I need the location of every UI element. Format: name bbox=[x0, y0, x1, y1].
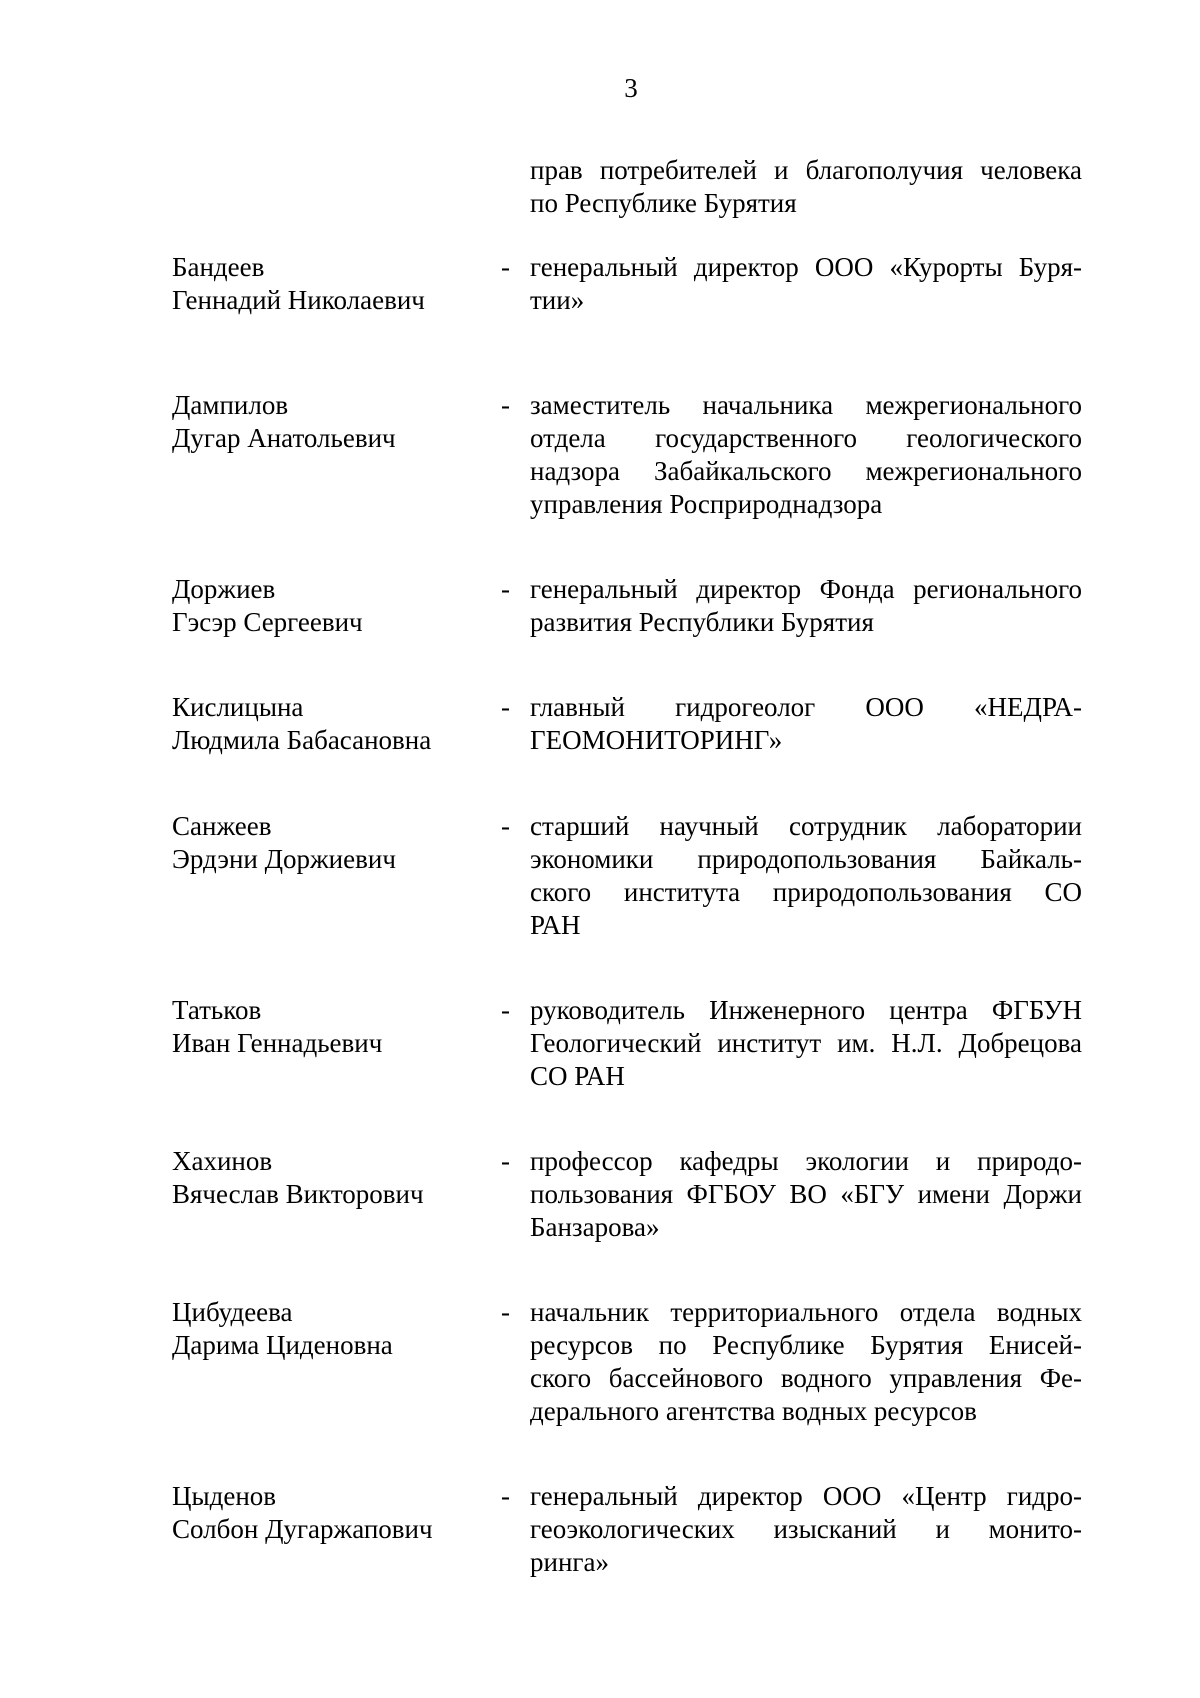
member-position bbox=[530, 1145, 1082, 1244]
position-line: ринга» bbox=[530, 1547, 609, 1577]
member-name bbox=[172, 1145, 472, 1211]
page-number: 3 bbox=[624, 73, 638, 103]
member-surname: Санжеев bbox=[172, 811, 272, 841]
member-name bbox=[172, 691, 472, 757]
member-surname: Дампилов bbox=[172, 390, 289, 420]
member-given-names: Вячеслав Викторович bbox=[172, 1179, 424, 1209]
position-line: заместитель начальника межрегионального bbox=[530, 390, 1082, 420]
continuation-line: по Республике Бурятия bbox=[530, 188, 797, 218]
position-line: геоэкологических изысканий и монито- bbox=[530, 1514, 1082, 1544]
member-given-names: Людмила Бабасановна bbox=[172, 725, 432, 755]
member-given-names: Иван Геннадьевич bbox=[172, 1028, 383, 1058]
position-line: руководитель Инженерного центра ФГБУН bbox=[530, 995, 1082, 1025]
dash: - bbox=[501, 1146, 510, 1176]
position-line: СО РАН bbox=[530, 1061, 625, 1091]
member-name bbox=[172, 389, 472, 455]
dash: - bbox=[501, 574, 510, 604]
position-line: старший научный сотрудник лаборатории bbox=[530, 811, 1082, 841]
member-name bbox=[172, 810, 472, 876]
position-line: отдела государственного геологического bbox=[530, 423, 1082, 453]
member-name bbox=[172, 1296, 472, 1362]
member-surname: Бандеев bbox=[172, 252, 265, 282]
position-line: ГЕОМОНИТОРИНГ» bbox=[530, 725, 783, 755]
member-surname: Цибудеева bbox=[172, 1297, 293, 1327]
member-position bbox=[530, 994, 1082, 1093]
dash: - bbox=[501, 252, 510, 282]
member-given-names: Солбон Дугаржапович bbox=[172, 1514, 433, 1544]
member-position bbox=[530, 1296, 1082, 1428]
member-surname: Доржиев bbox=[172, 574, 276, 604]
member-position bbox=[530, 691, 1082, 757]
position-line: дерального агентства водных ресурсов bbox=[530, 1396, 977, 1426]
position-line: ского института природопользования СО bbox=[530, 877, 1082, 907]
position-line: надзора Забайкальского межрегионального bbox=[530, 456, 1082, 486]
continuation-line: прав потребителей и благополучия человека bbox=[530, 155, 1082, 185]
member-given-names: Гэсэр Сергеевич bbox=[172, 607, 363, 637]
dash: - bbox=[501, 811, 510, 841]
position-line: профессор кафедры экологии и природо- bbox=[530, 1146, 1082, 1176]
member-name bbox=[172, 573, 472, 639]
continuation-text bbox=[530, 154, 1082, 220]
member-position bbox=[530, 389, 1082, 521]
member-given-names: Дугар Анатольевич bbox=[172, 423, 396, 453]
member-position bbox=[530, 1480, 1082, 1579]
member-surname: Хахинов bbox=[172, 1146, 273, 1176]
dash: - bbox=[501, 1481, 510, 1511]
dash: - bbox=[501, 1297, 510, 1327]
position-line: начальник территориального отдела водных bbox=[530, 1297, 1082, 1327]
position-line: главный гидрогеолог ООО «НЕДРА- bbox=[530, 692, 1082, 722]
position-line: развития Республики Бурятия bbox=[530, 607, 874, 637]
dash: - bbox=[501, 995, 510, 1025]
member-surname: Кислицына bbox=[172, 692, 304, 722]
member-name bbox=[172, 1480, 472, 1546]
member-surname: Татьков bbox=[172, 995, 262, 1025]
dash: - bbox=[501, 692, 510, 722]
member-position bbox=[530, 573, 1082, 639]
dash: - bbox=[501, 390, 510, 420]
position-line: пользования ФГБОУ ВО «БГУ имени Доржи bbox=[530, 1179, 1082, 1209]
position-line: РАН bbox=[530, 910, 581, 940]
position-line: ресурсов по Республике Бурятия Енисей- bbox=[530, 1330, 1082, 1360]
position-line: генеральный директор Фонда регионального bbox=[530, 574, 1082, 604]
member-given-names: Дарима Циденовна bbox=[172, 1330, 393, 1360]
position-line: тии» bbox=[530, 285, 585, 315]
position-line: управления Росприроднадзора bbox=[530, 489, 883, 519]
position-line: генеральный директор ООО «Курорты Буря- bbox=[530, 252, 1082, 282]
position-line: ского бассейнового водного управления Фе- bbox=[530, 1363, 1082, 1393]
position-line: Геологический институт им. Н.Л. Добрецова bbox=[530, 1028, 1082, 1058]
position-line: генеральный директор ООО «Центр гидро- bbox=[530, 1481, 1082, 1511]
member-position bbox=[530, 251, 1082, 317]
member-given-names: Геннадий Николаевич bbox=[172, 285, 425, 315]
position-line: экономики природопользования Байкаль- bbox=[530, 844, 1082, 874]
member-name bbox=[172, 994, 472, 1060]
position-line: Банзарова» bbox=[530, 1212, 660, 1242]
member-position bbox=[530, 810, 1082, 942]
member-name bbox=[172, 251, 472, 317]
member-given-names: Эрдэни Доржиевич bbox=[172, 844, 396, 874]
member-surname: Цыденов bbox=[172, 1481, 277, 1511]
